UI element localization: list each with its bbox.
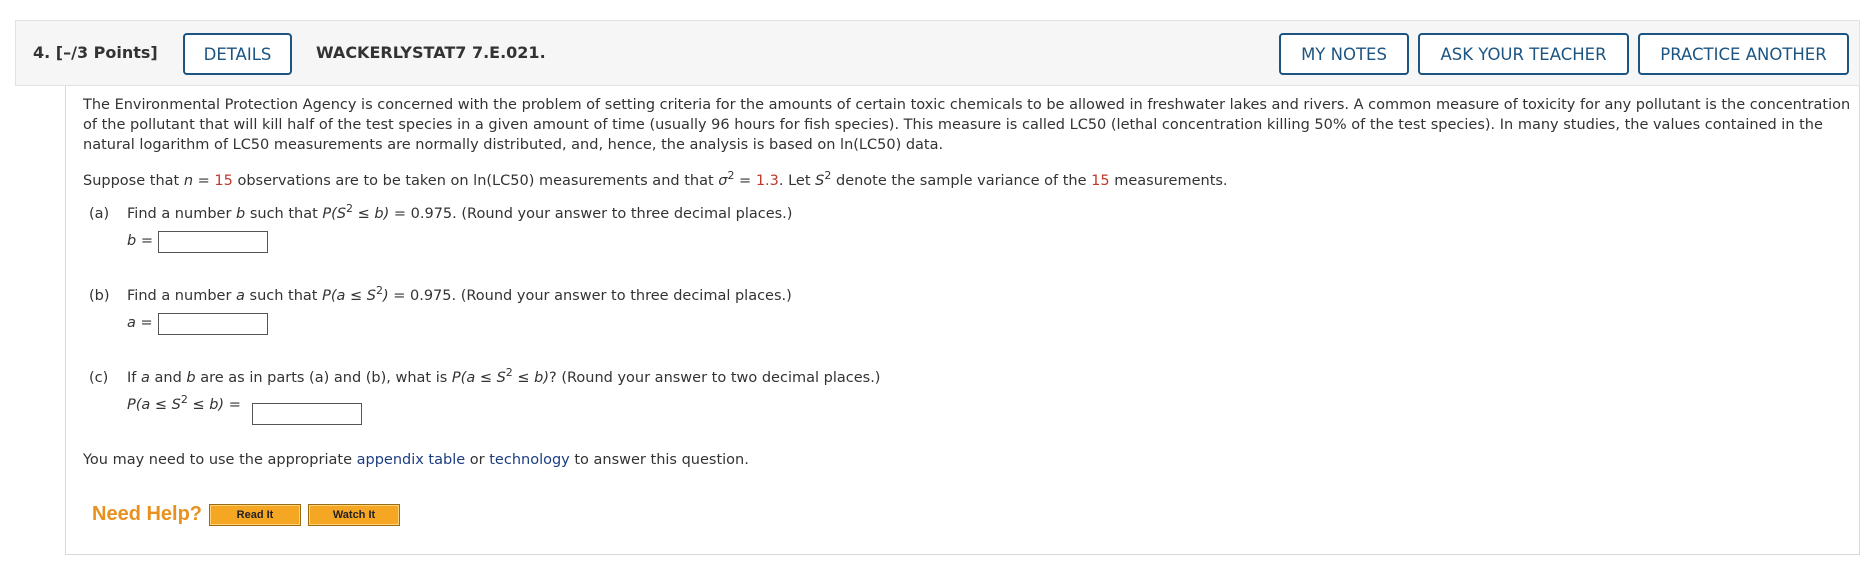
part-a-label: (a) xyxy=(89,206,110,222)
problem-setup: Suppose that n = 15 observations are to be taken on ln(LC50) measurements and that $\sigma^2 = 1.3$. Let $S^2$ denote the sample variance of the 15 measurements. xyxy=(83,169,1228,189)
appendix-table-link[interactable]: appendix table xyxy=(356,452,466,468)
watch-it-button[interactable]: Watch It xyxy=(308,504,400,526)
question-header xyxy=(15,20,1860,86)
question-body xyxy=(65,86,1860,555)
read-it-button[interactable]: Read It xyxy=(209,504,301,526)
need-help-label: Need Help? xyxy=(92,503,203,525)
my-notes-button[interactable]: MY NOTES xyxy=(1279,33,1409,75)
part-c-answer-input[interactable] xyxy=(252,403,362,425)
problem-intro: The Environmental Protection Agency is concerned with the problem of setting criteria for the amounts of certain toxic chemicals to be allowed in freshwater lakes and rivers. A common measure of toxicity for any pollutant is the concentration of the pollutant that will kill half of the test species in a given amount of time (usually 96 hours for fish species). This measure is called LC50 (lethal concentration killing 50% of the test species). In many studies, the values contained in the natural logarithm of LC50 measurements are normally distributed, and, hence, the analysis is based on ln(LC50) data. xyxy=(83,97,1851,153)
part-a-question: Find a number b such that $P(S^2 \le b) = 0.975$. (Round your answer to three decimal places.) xyxy=(127,202,793,222)
question-points xyxy=(33,43,158,62)
part-b-answer-label: a = xyxy=(127,315,153,331)
question-number: 4. xyxy=(33,43,51,62)
part-c-question: If a and b are as in parts (a) and (b), what is $P(a \le S^2 \le b)$? (Round your answer to two decimal places.) xyxy=(127,366,881,386)
part-b-label: (b) xyxy=(89,288,110,304)
details-button[interactable]: DETAILS xyxy=(183,33,292,75)
count-value: 15 xyxy=(1091,173,1110,189)
part-a-answer-input[interactable] xyxy=(158,231,268,253)
part-a-answer-label: b = xyxy=(127,233,153,249)
part-c-label: (c) xyxy=(89,370,109,386)
question-code: WACKERLYSTAT7 7.E.021. xyxy=(316,43,546,62)
technology-link[interactable]: technology xyxy=(489,452,570,468)
part-c-answer-label: $P(a \le S^2 \le b)$ = xyxy=(127,393,241,413)
ask-your-teacher-button[interactable]: ASK YOUR TEACHER xyxy=(1418,33,1629,75)
practice-another-button[interactable]: PRACTICE ANOTHER xyxy=(1638,33,1849,75)
n-value: 15 xyxy=(214,173,233,189)
part-b-answer-input[interactable] xyxy=(158,313,268,335)
points-label: [–/3 Points] xyxy=(55,43,158,62)
sigma-value: 1.3 xyxy=(755,173,779,189)
resource-note: You may need to use the appropriate appendix table or technology to answer this question. xyxy=(83,452,749,468)
part-b-question: Find a number a such that $P(a \le S^2) = 0.975$. (Round your answer to three decimal places.) xyxy=(127,284,792,304)
